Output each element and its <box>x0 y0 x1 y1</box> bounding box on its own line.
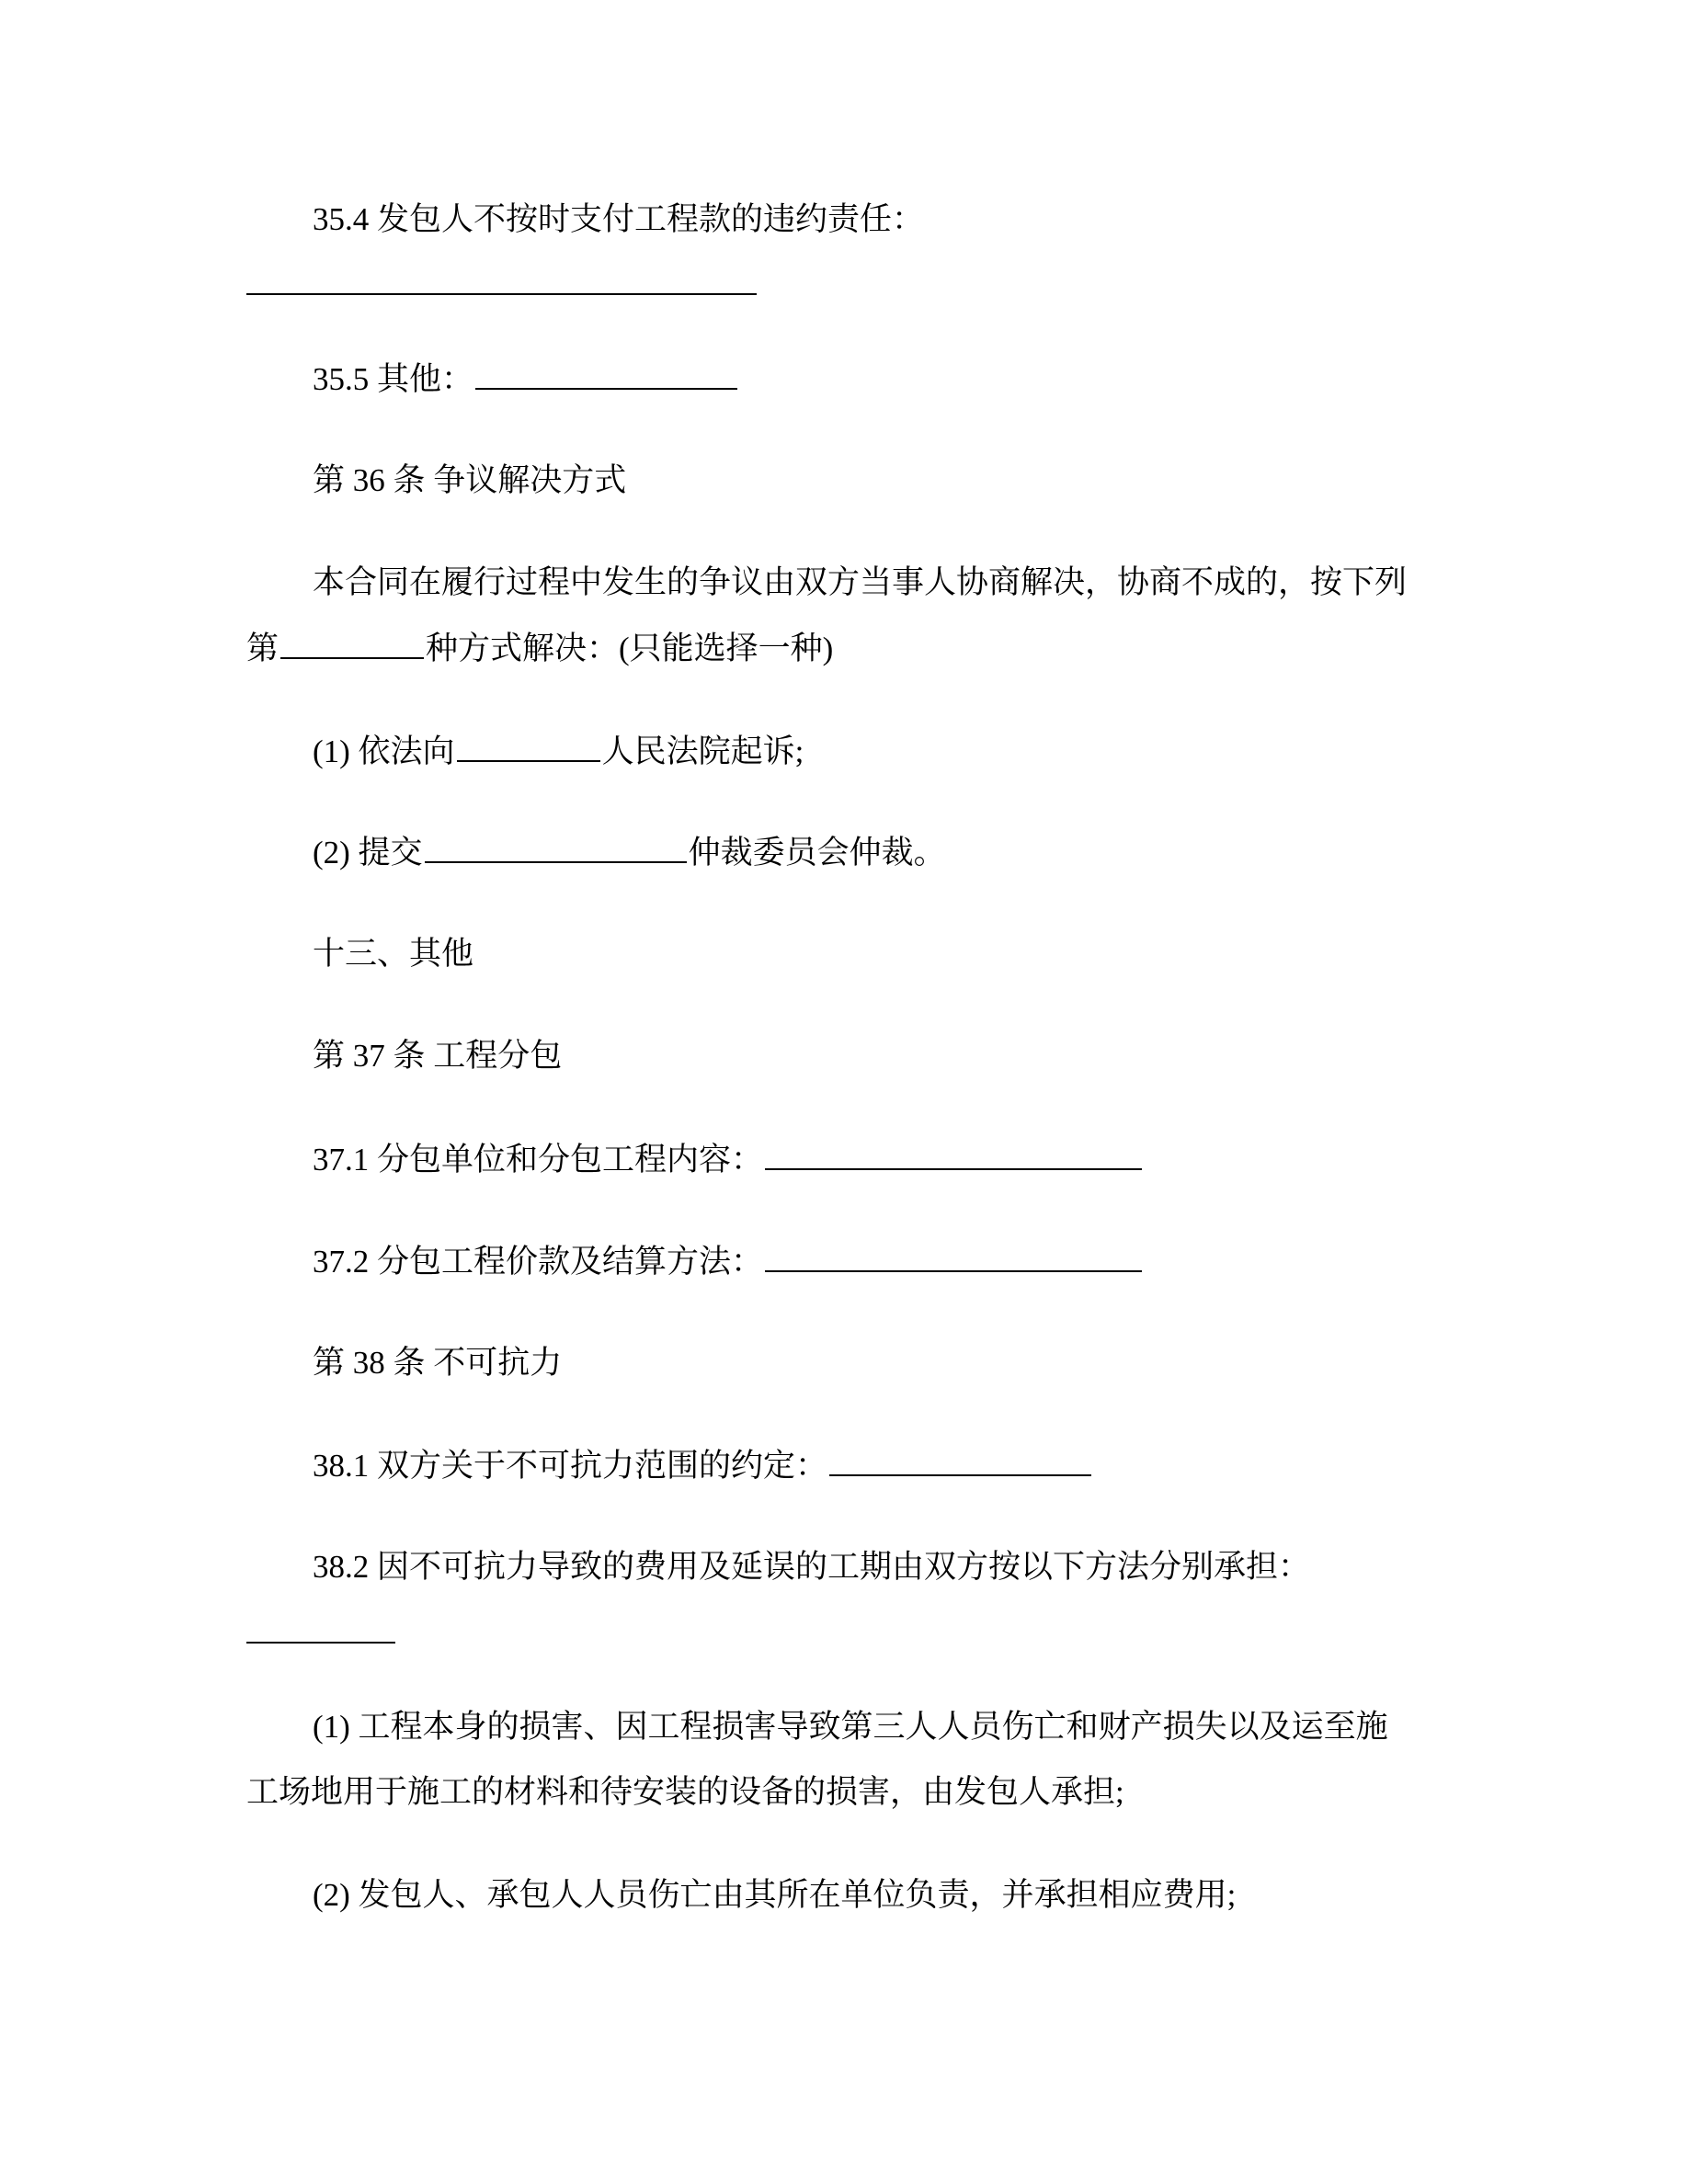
article-36-body-line2 <box>246 628 833 669</box>
fill-blank-37-2 <box>765 1241 1142 1272</box>
force-majeure-1-line2: 工场地用于施工的材料和待安装的设备的损害，由发包人承担; <box>246 1774 1124 1810</box>
article-36-body-prefix: 第 <box>246 631 279 666</box>
clause-38-1 <box>313 1445 1093 1486</box>
option-1-suffix: 人民法院起诉; <box>601 734 804 769</box>
option-1-prefix: (1) 依法向 <box>313 734 455 769</box>
clause-37-1 <box>313 1139 1144 1180</box>
article-38-title: 第 38 条 不可抗力 <box>313 1345 563 1381</box>
clause-38-2: 38.2 因不可抗力导致的费用及延误的工期由双方按以下方法分别承担： <box>313 1549 1311 1585</box>
clause-38-1-label: 38.1 双方关于不可抗力范围的约定： <box>313 1448 828 1484</box>
fill-blank-court <box>457 731 600 762</box>
fill-blank-35-5 <box>475 358 737 390</box>
section-13-title: 十三、其他 <box>313 936 474 972</box>
article-37-title: 第 37 条 工程分包 <box>313 1038 563 1074</box>
article-36-body-suffix: 种方式解决：(只能选择一种) <box>426 631 834 666</box>
clause-37-2 <box>313 1241 1144 1282</box>
force-majeure-1-line1: (1) 工程本身的损害、因工程损害导致第三人人员伤亡和财产损失以及运至施 <box>313 1709 1388 1745</box>
fill-blank-38-2 <box>246 1642 395 1644</box>
clause-37-2-label: 37.2 分包工程价款及结算方法： <box>313 1244 764 1280</box>
clause-35-5 <box>313 358 739 400</box>
article-36-body-line1: 本合同在履行过程中发生的争议由双方当事人协商解决，协商不成的，按下列 <box>313 564 1408 600</box>
option-2 <box>313 832 946 873</box>
clause-35-5-label: 35.5 其他： <box>313 361 474 397</box>
option-1 <box>313 731 804 772</box>
fill-blank-37-1 <box>765 1139 1142 1170</box>
option-2-suffix: 仲裁委员会仲裁。 <box>688 835 946 870</box>
fill-blank-35-4 <box>246 293 757 295</box>
fill-blank-38-1 <box>829 1445 1091 1476</box>
fill-blank-arbitration <box>425 832 687 863</box>
clause-37-1-label: 37.1 分包单位和分包工程内容： <box>313 1142 764 1177</box>
fill-blank-36-method <box>280 628 424 659</box>
clause-35-4: 35.4 发包人不按时支付工程款的违约责任： <box>313 201 925 237</box>
option-2-prefix: (2) 提交 <box>313 835 423 870</box>
article-36-title: 第 36 条 争议解决方式 <box>313 462 627 498</box>
force-majeure-2: (2) 发包人、承包人人员伤亡由其所在单位负责，并承担相应费用; <box>313 1877 1237 1913</box>
